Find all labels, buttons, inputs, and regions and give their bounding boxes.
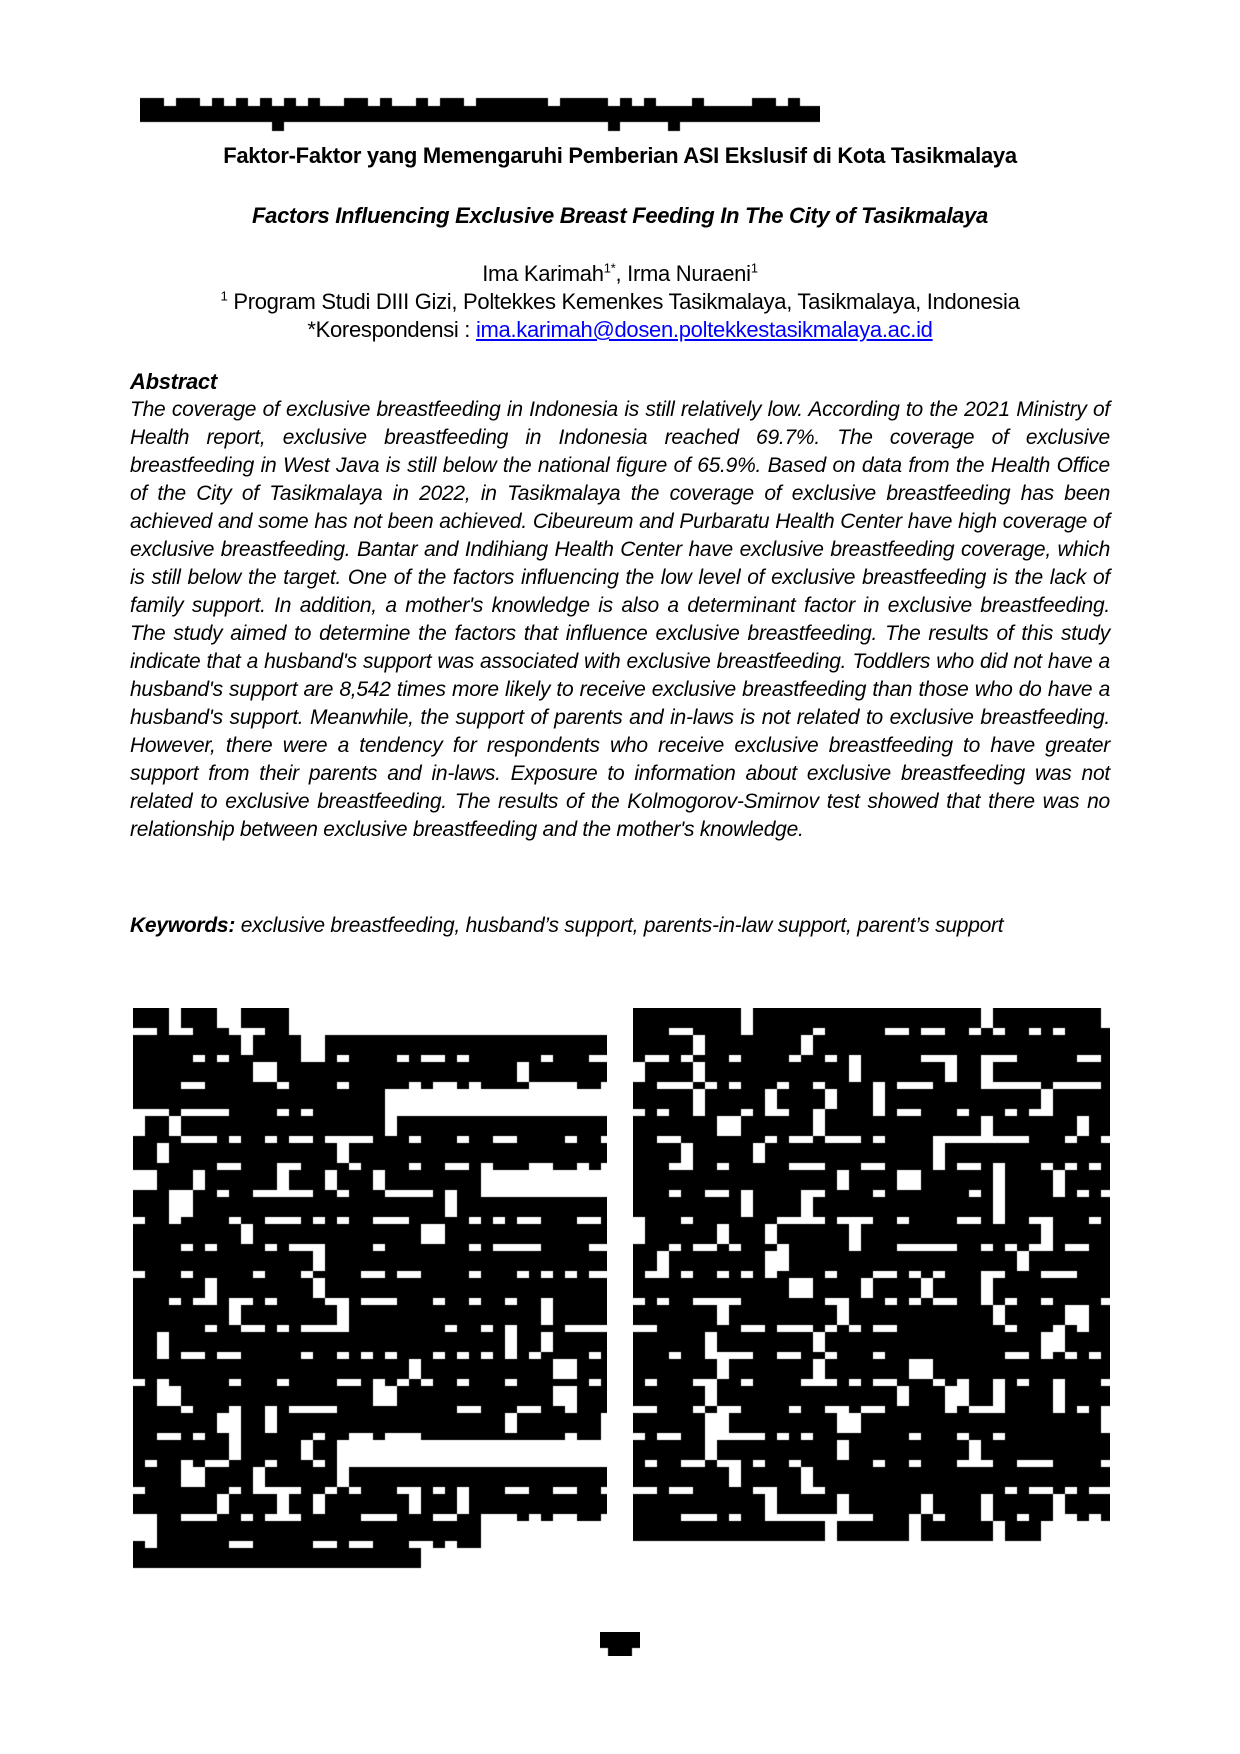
keywords-line bbox=[130, 912, 1110, 940]
affiliation-text: Program Studi DIII Gizi, Poltekkes Kemenkes Tasikmalaya, Tasikmalaya, Indonesia bbox=[227, 289, 1020, 314]
correspondence-email[interactable]: ima.karimah@dosen.poltekkestasikmalaya.ac.id bbox=[475, 317, 933, 342]
keywords-label: Keywords: bbox=[130, 914, 236, 937]
affiliation-line bbox=[130, 289, 1110, 315]
abstract-heading: Abstract bbox=[130, 369, 217, 394]
authors-line bbox=[130, 261, 1110, 287]
article-title-en: Factors Influencing Exclusive Breast Feeding In The City of Tasikmalaya bbox=[252, 203, 988, 228]
keywords-text: exclusive breastfeeding, husband’s support, parents-in-law support, parent’s support bbox=[235, 914, 1004, 937]
author-2: Irma Nuraeni bbox=[627, 261, 751, 286]
redacted-journal-header bbox=[140, 94, 820, 132]
author-1-superscript: 1* bbox=[603, 260, 616, 276]
redacted-text-column-left bbox=[133, 1008, 607, 1590]
affiliation-superscript: 1 bbox=[220, 288, 228, 304]
author-2-superscript: 1 bbox=[750, 260, 758, 276]
abstract-body: The coverage of exclusive breastfeeding in Indonesia is still relatively low. According to the 2021 Ministry of Health report, exclusive breastfeeding in Indonesia reached 69.7%. The coverage of exclusive breastfeeding in West Java is still below the national figure of 65.9%. Based on data from the Health Office of the City of Tasikmalaya in 2022, in Tasikmalaya the coverage of exclusive breastfeeding has been achieved and some has not been achieved. Cibeureum and Purbaratu Health Center have high coverage of exclusive breastfeeding. Bantar and Indihiang Health Center have exclusive breastfeeding coverage, which is still below the target. One of the factors influencing the low level of exclusive breastfeeding is the lack of family support. In addition, a mother's knowledge is also a determinant factor in exclusive breastfeeding. The study aimed to determine the factors that influence exclusive breastfeeding. The results of this study indicate that a husband's support was associated with exclusive breastfeeding. Toddlers who did not have a husband's support are 8,542 times more likely to receive exclusive breastfeeding than those who do have a husband's support. Meanwhile, the support of parents and in-laws is not related to exclusive breastfeeding. However, there were a tendency for respondents who receive exclusive breastfeeding to have greater support from their parents and in-laws. Exposure to information about exclusive breastfeeding was not related to exclusive breastfeeding. The results of the Kolmogorov-Smirnov test showed that there was no relationship between exclusive breastfeeding and the mother's knowledge. bbox=[130, 398, 1110, 841]
author-1: Ima Karimah bbox=[482, 261, 604, 286]
redacted-text-column-right bbox=[633, 1008, 1110, 1562]
article-title-id: Faktor-Faktor yang Memengaruhi Pemberian ASI Ekslusif di Kota Tasikmalaya bbox=[223, 143, 1017, 168]
redacted-page-number bbox=[600, 1632, 640, 1656]
correspondence-label: *Korespondensi : bbox=[307, 317, 476, 342]
author-separator: , bbox=[615, 261, 628, 286]
correspondence-line bbox=[130, 317, 1110, 343]
